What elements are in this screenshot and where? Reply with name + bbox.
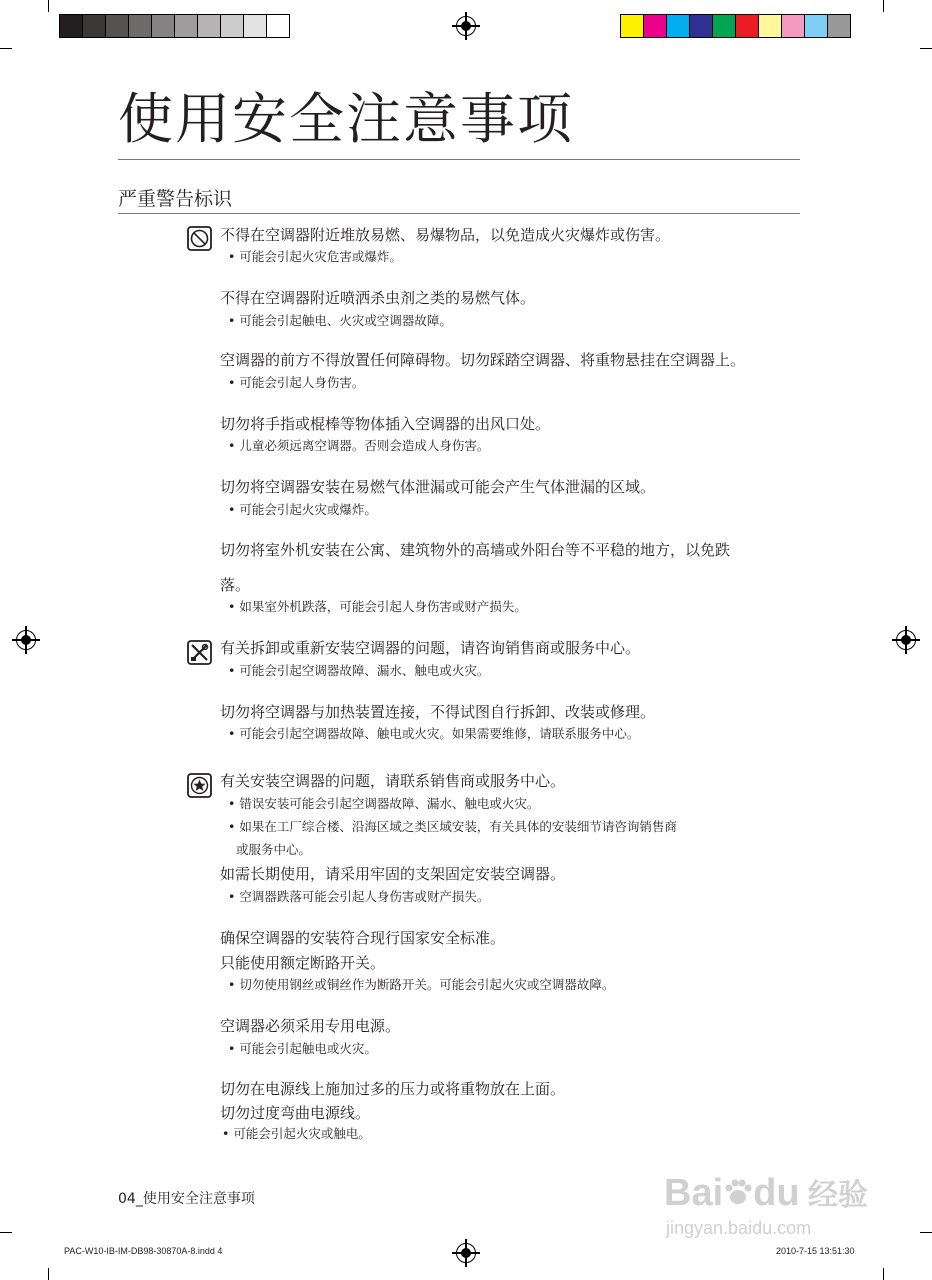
- warning-line: 切勿将空调器安装在易燃气体泄漏或可能会产生气体泄漏的区域。: [220, 478, 656, 496]
- color-swatch: [782, 15, 805, 37]
- color-swatch: [828, 15, 850, 37]
- watermark-url: jingyan.baidu.com: [666, 1218, 812, 1238]
- file-slug: PAC-W10-IB-IM-DB98-30870A-8.indd 4: [64, 1246, 223, 1256]
- date-slug: 2010-7-15 13:51:30: [776, 1246, 855, 1256]
- grayscale-color-bar: [59, 14, 290, 38]
- color-swatch: [690, 15, 713, 37]
- color-swatch: [267, 15, 289, 37]
- color-swatch: [759, 15, 782, 37]
- title-rule: [118, 159, 800, 160]
- consequence-bullet: • 可能会引起触电、火灾或空调器故障。: [228, 313, 452, 328]
- watermark-logo-text-b: du: [753, 1172, 800, 1214]
- consequence-bullet: • 可能会引起火灾或触电。: [222, 1126, 371, 1141]
- consequence-bullet: • 可能会引起火灾或爆炸。: [228, 502, 377, 517]
- crop-mark: [0, 1232, 12, 1233]
- consequence-bullet: • 如果在工厂综合楼、沿海区域之类区域安装，有关具体的安装细节请咨询销售商: [228, 819, 677, 834]
- paw-icon: [723, 1177, 753, 1207]
- registration-mark-icon: [456, 16, 476, 36]
- warning-line: 有关拆卸或重新安装空调器的问题，请咨询销售商或服务中心。: [220, 639, 641, 657]
- section-heading: 严重警告标识: [118, 188, 233, 210]
- warning-line: 切勿将手指或棍棒等物体插入空调器的出风口处。: [220, 415, 551, 433]
- consequence-bullet: • 可能会引起触电或火灾。: [228, 1041, 377, 1056]
- warning-line: 确保空调器的安装符合现行国家安全标准。: [220, 929, 506, 947]
- crop-mark: [0, 48, 12, 49]
- section-rule: [118, 213, 800, 214]
- warning-line: 切勿过度弯曲电源线。: [220, 1104, 371, 1122]
- consequence-bullet: • 可能会引起人身伤害。: [228, 375, 365, 390]
- color-swatch: [736, 15, 759, 37]
- consequence-bullet: 或服务中心。: [236, 842, 312, 857]
- consequence-bullet: • 错误安装可能会引起空调器故障、漏水、触电或火灾。: [228, 796, 540, 811]
- warning-line: 空调器的前方不得放置任何障碍物。切勿踩踏空调器、将重物悬挂在空调器上。: [220, 351, 746, 369]
- crop-mark: [920, 48, 932, 49]
- warning-line: 不得在空调器附近堆放易燃、易爆物品，以免造成火灾爆炸或伤害。: [220, 226, 671, 244]
- watermark-logo-text: Bai: [664, 1172, 724, 1214]
- color-swatch: [221, 15, 244, 37]
- consequence-bullet: • 可能会引起空调器故障、触电或火灾。如果需要维修，请联系服务中心。: [228, 726, 640, 741]
- watermark-brand: 经验: [808, 1179, 869, 1212]
- color-swatch: [244, 15, 267, 37]
- warning-line: 如需长期使用，请采用牢固的支架固定安装空调器。: [220, 865, 566, 883]
- warning-line: 切勿将空调器与加热装置连接，不得试图自行拆卸、改装或修理。: [220, 703, 656, 721]
- registration-mark-icon: [896, 630, 916, 650]
- prohibition-icon: [187, 226, 212, 251]
- consequence-bullet: • 切勿使用钢丝或铜丝作为断路开关。可能会引起火灾或空调器故障。: [228, 977, 615, 992]
- color-swatch: [175, 15, 198, 37]
- color-swatch: [198, 15, 221, 37]
- warning-line: 落。: [220, 576, 251, 594]
- warning-line: 有关安装空调器的问题，请联系销售商或服务中心。: [220, 772, 566, 790]
- warning-line: 空调器必须采用专用电源。: [220, 1017, 401, 1035]
- color-swatch: [805, 15, 828, 37]
- crop-mark: [883, 0, 884, 12]
- warning-line: 不得在空调器附近喷洒杀虫剂之类的易燃气体。: [220, 289, 536, 307]
- color-swatch: [106, 15, 129, 37]
- color-swatch: [152, 15, 175, 37]
- crop-mark: [920, 1232, 932, 1233]
- mandatory-star-icon: [187, 773, 212, 798]
- registration-mark-icon: [16, 630, 36, 650]
- color-swatch: [621, 15, 644, 37]
- consequence-bullet: • 如果室外机跌落，可能会引起人身伤害或财产损失。: [228, 599, 527, 614]
- color-swatch: [667, 15, 690, 37]
- page-title: 使用安全注意事项: [118, 87, 575, 151]
- color-swatch: [644, 15, 667, 37]
- warning-line: 切勿将室外机安装在公寓、建筑物外的高墙或外阳台等不平稳的地方，以免跌: [220, 541, 731, 559]
- consequence-bullet: • 可能会引起火灾危害或爆炸。: [228, 249, 402, 264]
- warning-line: 只能使用额定断路开关。: [220, 954, 386, 972]
- color-swatch: [129, 15, 152, 37]
- page-footer: 04_使用安全注意事项: [118, 1191, 255, 1207]
- consequence-bullet: • 儿童必须远离空调器。否则会造成人身伤害。: [228, 438, 490, 453]
- color-swatch: [60, 15, 83, 37]
- registration-mark-icon: [456, 1243, 476, 1263]
- consequence-bullet: • 空调器跌落可能会引起人身伤害或财产损失。: [228, 889, 490, 904]
- no-disassembly-icon: [187, 640, 212, 665]
- crop-mark: [48, 0, 49, 12]
- crop-mark: [48, 1268, 49, 1280]
- consequence-bullet: • 可能会引起空调器故障、漏水、触电或火灾。: [228, 663, 490, 678]
- color-swatch: [83, 15, 106, 37]
- crop-mark: [883, 1268, 884, 1280]
- process-color-bar: [620, 14, 851, 38]
- warning-line: 切勿在电源线上施加过多的压力或将重物放在上面。: [220, 1080, 566, 1098]
- color-swatch: [713, 15, 736, 37]
